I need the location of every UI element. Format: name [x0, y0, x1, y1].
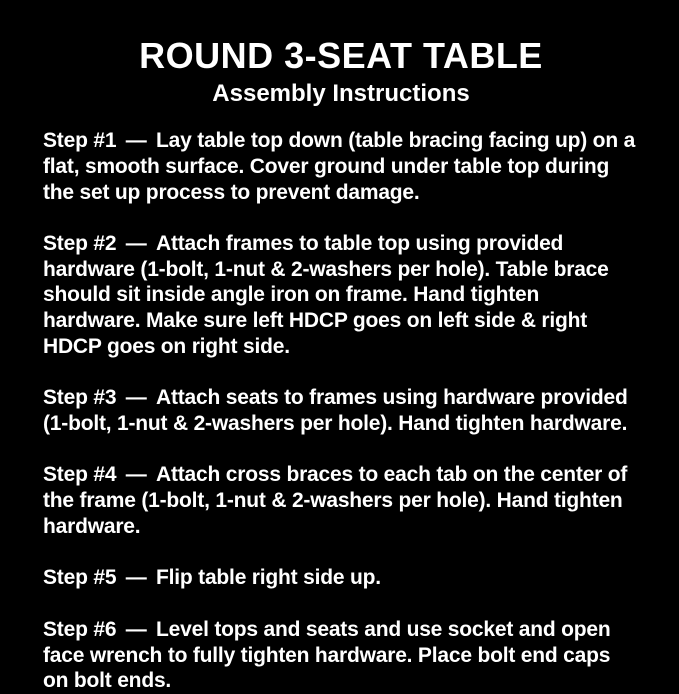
step-item [43, 617, 639, 694]
page-title: ROUND 3-SEAT TABLE [139, 35, 543, 76]
step-separator: — [125, 463, 147, 487]
step-label: Step #3 [43, 386, 117, 410]
step-item [43, 128, 639, 205]
step-text: Level tops and seats and use socket and open face wrench to fully tighten hardware. Place bolt end caps on bolt ends. [43, 617, 611, 693]
step-text: Attach cross braces to each tab on the center of the frame (1-bolt, 1-nut & 2-washers per hole). Hand tighten hardware. [43, 463, 628, 538]
step-text: Flip table right side up. [156, 566, 381, 590]
step-text: Attach seats to frames using hardware provided (1-bolt, 1-nut & 2-washers per hole). Hand tighten hardware. [43, 386, 628, 435]
steps-list [43, 128, 639, 693]
page-subtitle: Assembly Instructions [212, 79, 470, 107]
step-label: Step #4 [43, 463, 117, 487]
step-item [43, 231, 639, 359]
step-separator: — [125, 566, 147, 590]
step-label: Step #5 [43, 566, 117, 590]
step-text: Attach frames to table top using provided hardware (1-bolt, 1-nut & 2-washers per hole). Table brace should sit inside angle iron on frame. Hand tighten hardware. Make sure left HDCP goes on left side & right HDCP goes on right side. [43, 232, 609, 358]
step-label: Step #6 [43, 617, 117, 641]
step-item [43, 565, 639, 591]
header [43, 36, 639, 108]
step-separator: — [125, 232, 147, 256]
step-text: Lay table top down (table bracing facing up) on a flat, smooth surface. Cover ground under table top during the set up process to prevent damage. [43, 129, 636, 204]
step-item [43, 385, 639, 436]
step-separator: — [125, 617, 147, 641]
step-item [43, 462, 639, 539]
step-separator: — [125, 129, 147, 153]
step-label: Step #1 [43, 129, 117, 153]
step-label: Step #2 [43, 232, 117, 256]
step-separator: — [125, 386, 147, 410]
